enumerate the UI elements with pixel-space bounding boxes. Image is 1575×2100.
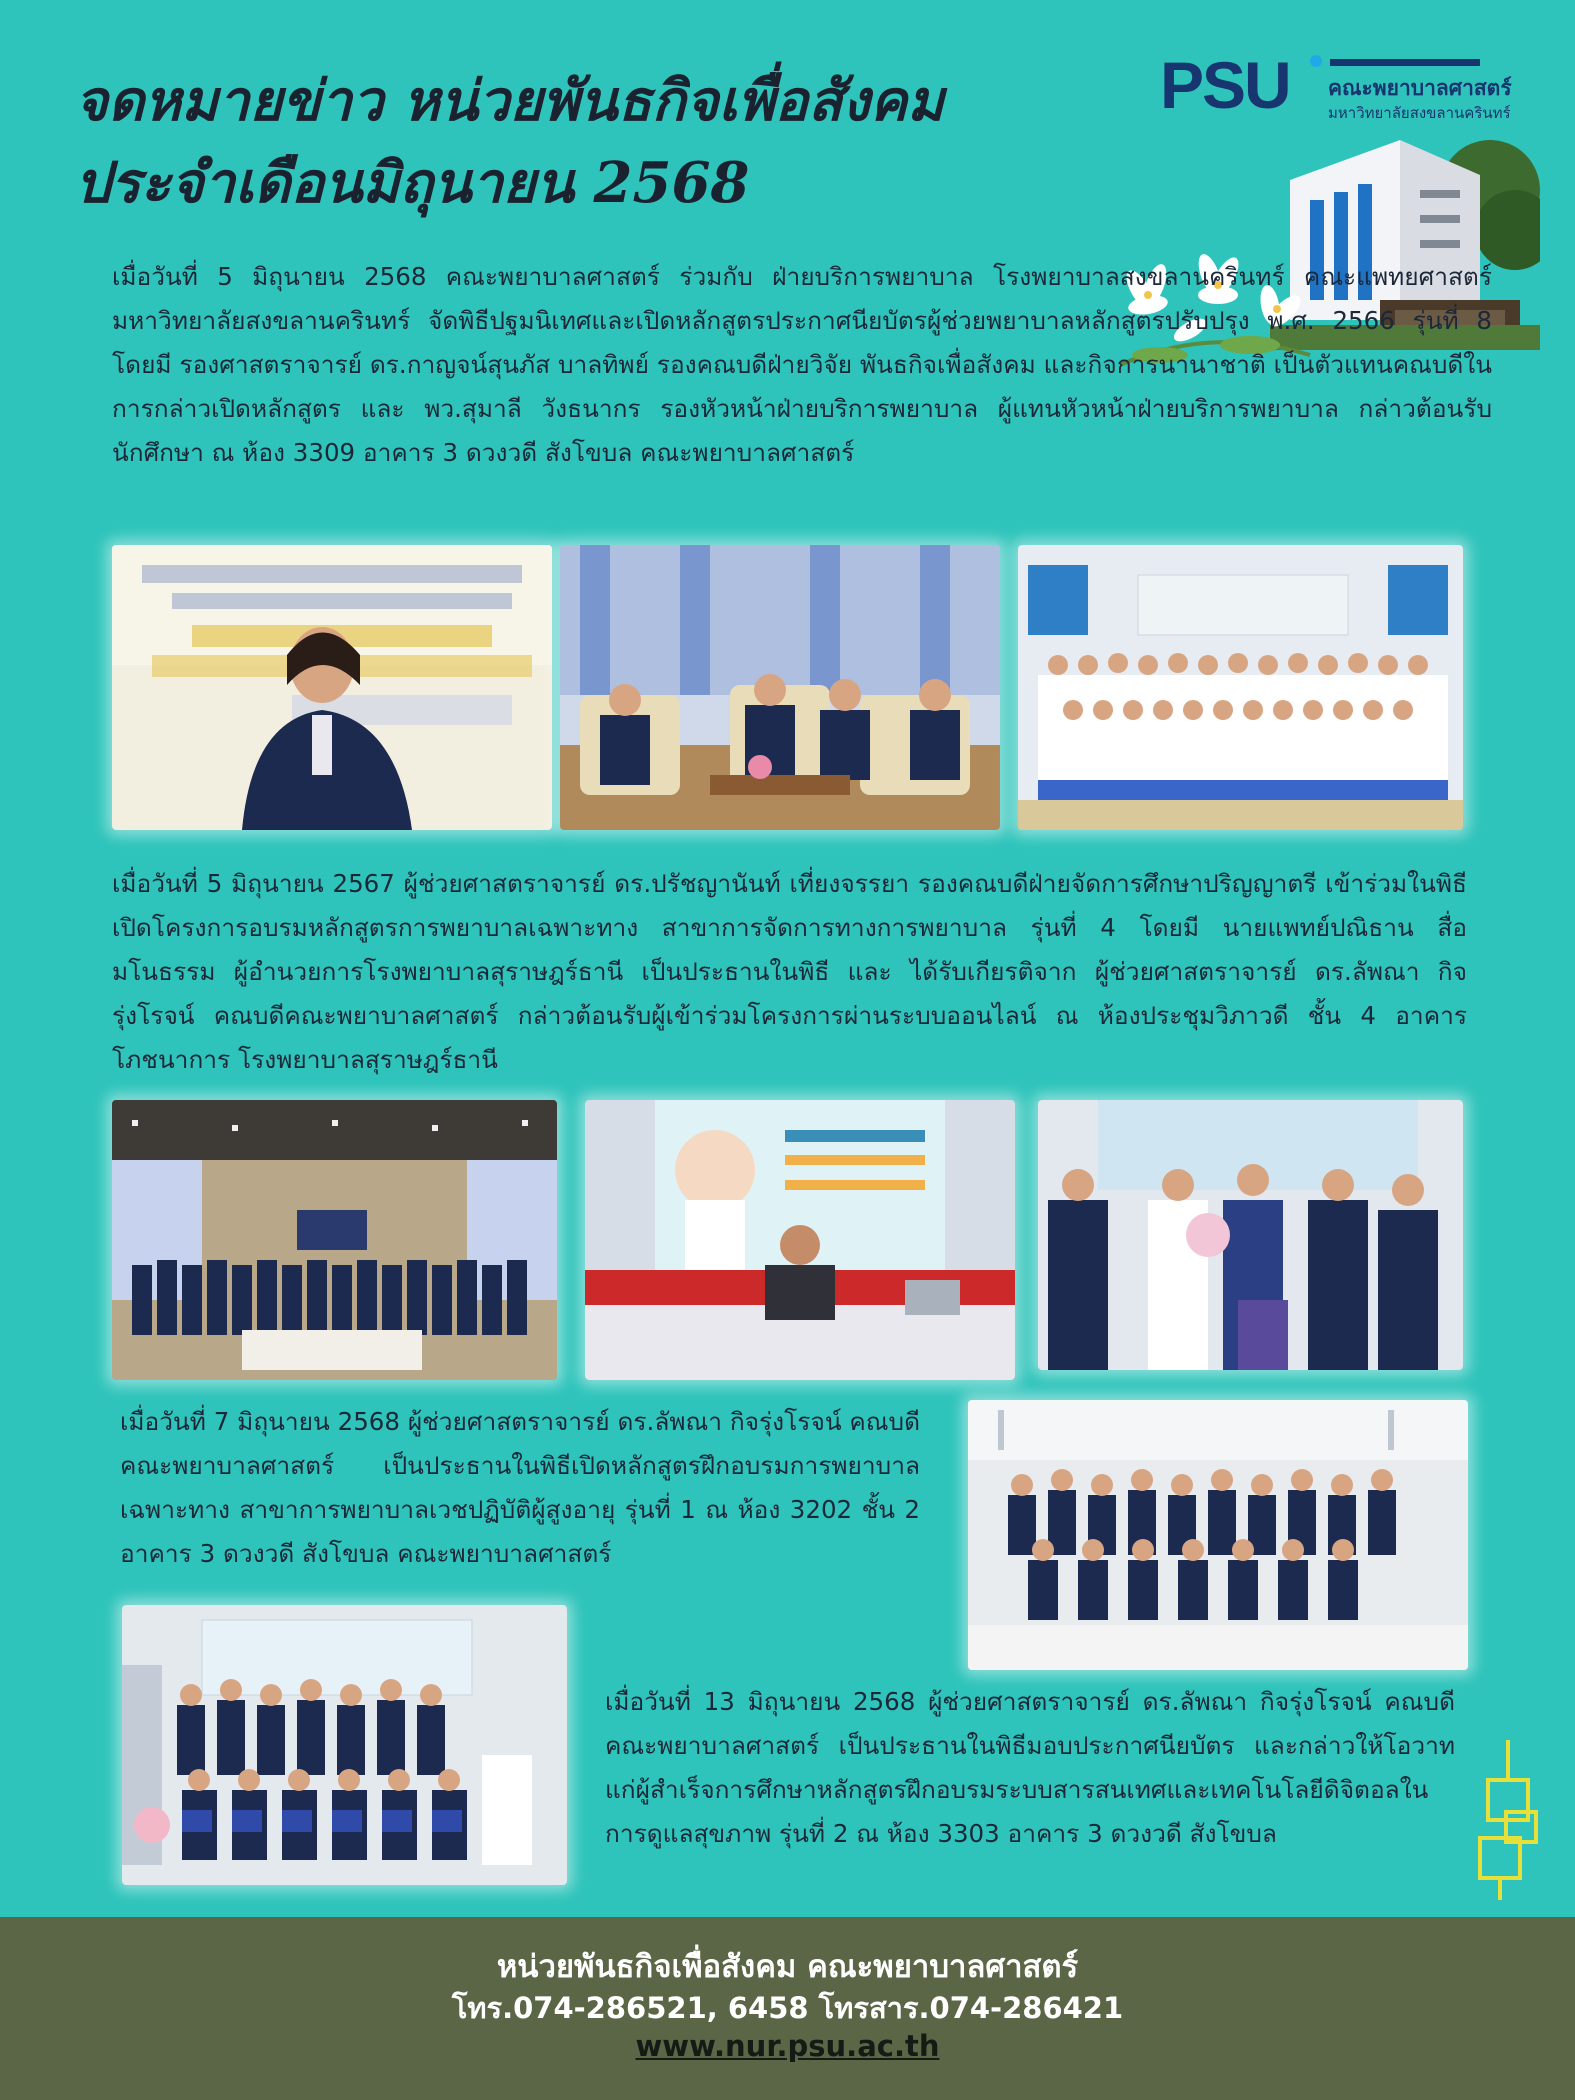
- logo-psu-wordmark: PSU: [1160, 48, 1290, 122]
- photo-executives-seated: [560, 545, 1000, 830]
- photo-dean-receiving-flowers: [1038, 1100, 1463, 1370]
- title-line-2: ประจำเดือนมิถุนายน 2568: [75, 150, 750, 216]
- photo-hospital-director-seated: [585, 1100, 1015, 1380]
- logo-faculty-name: คณะพยาบาลศาสตร์: [1328, 76, 1512, 100]
- photo-group-students: [1018, 545, 1463, 830]
- psu-nursing-logo: [1160, 45, 1540, 125]
- footer-contact-phone: โทร.074-286521, 6458 โทรสาร.074-286421: [451, 1991, 1124, 2025]
- photo-certificate-graduates: [122, 1605, 567, 1885]
- newsletter-title: [75, 60, 1095, 224]
- logo-university-name: มหาวิทยาลัยสงขลานครินทร์: [1328, 104, 1511, 122]
- logo-dot: [1310, 55, 1322, 67]
- title-line-1: จดหมายข่าว หน่วยพันธกิจเพื่อสังคม: [75, 68, 945, 134]
- footer-unit-name: หน่วยพันธกิจเพื่อสังคม คณะพยาบาลศาสตร์: [496, 1949, 1079, 1985]
- footer-website-link[interactable]: www.nur.psu.ac.th: [635, 2029, 940, 2063]
- photo-geriatric-course-group: [968, 1400, 1468, 1670]
- news-item-2-text: เมื่อวันที่ 5 มิถุนายน 2567 ผู้ช่วยศาสตราจารย์ ดร.ปรัชญานันท์ เที่ยงจรรยา รองคณบดีฝ่ายจัดการศึกษาปริญญาตรี เข้าร่วมในพิธีเปิดโครงการอบรมหลักสูตรการพยาบาลเฉพาะทาง สาขาการจัดการทางการพยาบาล รุ่นที่ 4 โดยมี นายแพทย์ปณิธาน สื่อมโนธรรม ผู้อำนวยการโรงพยาบาลสุราษฎร์ธานี เป็นประธานในพิธี และ ได้รับเกียรติจาก ผู้ช่วยศาสตราจารย์ ดร.ลัพณา กิจรุ่งโรจน์ คณบดีคณะพยาบาลศาสตร์ กล่าวต้อนรับผู้เข้าร่วมโครงการผ่านระบบออนไลน์ ณ ห้องประชุมวิภาวดี ชั้น 4 อาคารโภชนาการ โรงพยาบาลสุราษฎร์ธานี: [112, 869, 1467, 1074]
- footer: [0, 1917, 1575, 2100]
- photo-speaker-at-podium: [112, 545, 552, 830]
- news-item-3-text: เมื่อวันที่ 7 มิถุนายน 2568 ผู้ช่วยศาสตราจารย์ ดร.ลัพณา กิจรุ่งโรจน์ คณบดีคณะพยาบาลศาสตร์ เป็นประธานในพิธีเปิดหลักสูตรฝึกอบรมการพยาบาลเฉพาะทาง สาขาการพยาบาลเวชปฏิบัติผู้สูงอายุ รุ่นที่ 1 ณ ห้อง 3202 ชั้น 2 อาคาร 3 ดวงวดี สังโขบล คณะพยาบาลศาสตร์: [120, 1407, 920, 1568]
- logo-bar: [1330, 59, 1480, 66]
- news-item-4-text: เมื่อวันที่ 13 มิถุนายน 2568 ผู้ช่วยศาสตราจารย์ ดร.ลัพณา กิจรุ่งโรจน์ คณบดีคณะพยาบาลศาสตร์ เป็นประธานในพิธีมอบประกาศนียบัตร และกล่าวให้โอวาทแก่ผู้สำเร็จการศึกษาหลักสูตรฝึกอบรมระบบสารสนเทศและเทคโนโลยีดิจิตอลในการดูแลสุขภาพ รุ่นที่ 2 ณ ห้อง 3303 อาคาร 3 ดวงวดี สังโขบล: [605, 1687, 1455, 1848]
- yellow-square-decoration: [1478, 1740, 1540, 1900]
- news-item-1-text: เมื่อวันที่ 5 มิถุนายน 2568 คณะพยาบาลศาสตร์ ร่วมกับ ฝ่ายบริการพยาบาล โรงพยาบาลสงขลานครินทร์ คณะแพทยศาสตร์ มหาวิทยาลัยสงขลานครินทร์ จัดพิธีปฐมนิเทศและเปิดหลักสูตรประกาศนียบัตรผู้ช่วยพยาบาลหลักสูตรปรับปรุง พ.ศ. 2566 รุ่นที่ 8 โดยมี รองศาสตราจารย์ ดร.กาญจน์สุนภัส บาลทิพย์ รองคณบดีฝ่ายวิจัย พันธกิจเพื่อสังคม และกิจการนานาชาติ เป็นตัวแทนคณบดีในการกล่าวเปิดหลักสูตร และ พว.สุมาลี วังธนากร รองหัวหน้าฝ่ายบริการพยาบาล ผู้แทนหัวหน้าฝ่ายบริการพยาบาล กล่าวต้อนรับนักศึกษา ณ ห้อง 3309 อาคาร 3 ดวงวดี สังโขบล คณะพยาบาลศาสตร์: [112, 262, 1492, 467]
- photo-meeting-hall-group: [112, 1100, 557, 1380]
